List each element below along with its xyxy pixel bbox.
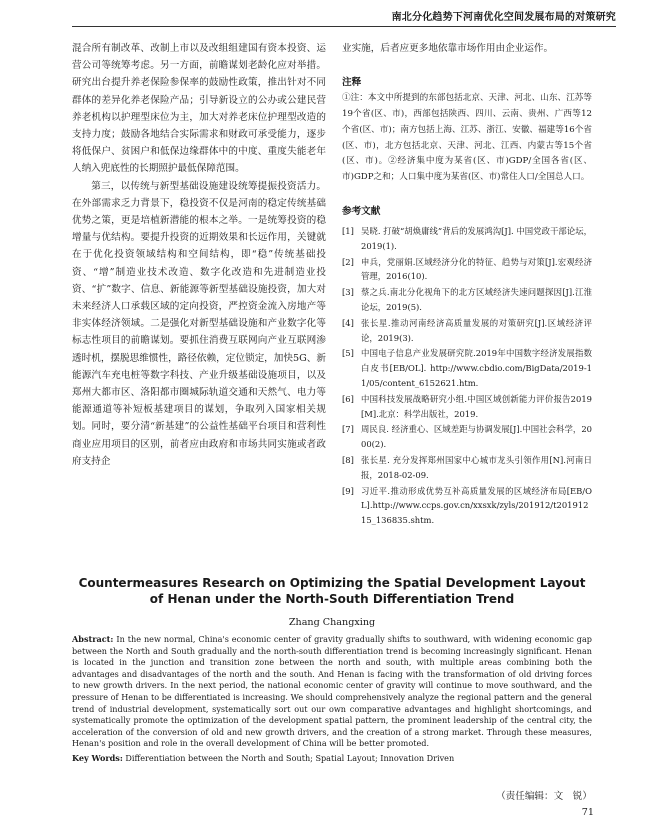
notes-text: ①注：本文中所提到的东部包括北京、天津、河北、山东、江苏等19个省(区、市)，西部包括陕西、四川、云南、贵州、广西等12个省(区、市)；南方包括上海、江苏、浙江、安徽、福建等16个省(区、市)，北方包括北京、天津、河北、江西、内蒙古等15个省(区、市)。②经济集中度为某省(区、市)GDP/全国各省(区、市)GDP之和；人口集中度为某省(区、市)常住人口/全国总人口。 [342,93,592,183]
reference-item [342,484,592,528]
body-paragraph: 第三，以传统与新型基础设施建设统筹提振投资活力。在外部需求乏力背景下，稳投资不仅是河南的稳定传统基础优势之策，更是培植新潜能的根本之举。一是统筹投资的稳增量与优结构。要提升投资的近期效果和长远作用，关键就在于优化投资领域结构和空间结构，即“稳”传统基础投资、“增”制造业技术改造、数字化改造和先进制造业投资、“扩”数字、信息、新能源等新型基础设施投资，加大对未来经济人口承载区域的定向投资，严控资金流入房地产等非实体经济领域。二是强化对新型基础设施和产业数字化等标志性项目的前瞻谋划。要抓住消费互联网向产业互联网渗透时机，摆脱思维惯性，路径依赖，定位锁定，加快5G、新能源汽车充电桩等数字科技、产业升级基础设施项目，以及郑州大都市区、洛阳都市圈城际轨道交通和天然气、电力等能源通道等补短板基建项目的谋划，争取列入国家相关规划。同时，要分清“新基建”的公益性基础平台项目和营利性商业应用项目的区别，前者应由政府和市场共同实施或者政府支持企 [72,180,326,467]
reference-number: [3] [342,287,354,298]
page-number: 71 [581,807,594,818]
body-paragraph-continuation: 业实施，后者应更多地依靠市场作用由企业运作。 [342,43,554,54]
header-rule [72,26,616,27]
left-column [72,40,326,470]
notes-heading: 注释 [342,77,362,89]
english-abstract [72,634,592,750]
reference-number: [9] [342,485,354,496]
reference-item [342,285,592,315]
keywords-label: Key Words: [72,752,123,763]
reference-text: 吴晓. 打破“胡焕庸线”背后的发展鸿沟[J]. 中国党政干部论坛，2019(1). [361,225,592,251]
body-paragraph: 混合所有制改革、改制上市以及改组组建国有资本投资、运营公司等统筹考虑。另一方面，前瞻谋划老龄化应对举措。研究出台提升养老保险参保率的鼓励性政策，推出针对不同群体的差异化养老保险产品；引导新设立的公办或公建民营养老机构以护理型床位为主，加大对养老床位护理型改造的支持力度；鼓励各地结合实际需求和财政可承受能力，逐步将低保户、贫困户和低保边缘群体中的中度、重度失能老年人纳入兜底性的长期照护最低保障范围。 [72,43,326,175]
english-author: Zhang Changxing [288,617,376,628]
reference-number: [2] [342,256,354,267]
references-list [342,224,592,528]
reference-text: 中国科技发展战略研究小组.中国区域创新能力评价报告2019[M].北京：科学出版社，2019. [361,393,592,419]
english-keywords [72,752,592,764]
reference-item [342,346,592,390]
reference-item [342,422,592,452]
reference-item [342,316,592,346]
reference-item [342,255,592,285]
keywords-text: Differentiation between the North and South; Spatial Layout; Innovation Driven [125,752,455,763]
reference-number: [8] [342,454,354,465]
abstract-label: Abstract: [72,634,114,644]
reference-item [342,224,592,254]
reference-item [342,453,592,483]
responsible-editor: （责任编辑：文 锐） [496,791,592,802]
reference-text: 习近平.推动形成优势互补高质量发展的区域经济布局[EB/OL].http://www.ccps.gov.cn/xxsxk/zyls/201912/t20191215_136835.shtm. [361,485,592,526]
english-title: Countermeasures Research on Optimizing the Spatial Development Layout of Henan under the North-South Differentiation Trend [78,576,586,606]
abstract-text: In the new normal, China's economic center of gravity gradually shifts to southward, with widening economic gap between the North and South gradually and the north-south differentiation trend is becoming increasingly significant. Henan is located in the junction and transition zone between the north and south, with multiple areas combining both the advantages and disadvantages of the north and the south. And Henan is facing with the transformation of old driving forces to new growth drivers. In the next period, the national economic center of gravity will continue to move southward, and the pressure of Henan to be differentiated is increasing. We should comprehensively analyze the regional pattern and the general trend of industrial development, systematically sort out our own comparative advantages and highlight shortcomings, and systematically promote the optimization of the development spatial pattern, the prominent leadership of the central city, the acceleration of the conversion of old and new growth drivers, and the creation of a strong market. Through these measures, Henan's position and role in the overall development of China will be better promoted. [72,634,592,749]
running-header-title: 南北分化趋势下河南优化空间发展布局的对策研究 [391,12,616,23]
running-header [0,0,662,30]
reference-text: 申兵，党丽娟.区域经济分化的特征、趋势与对策[J].宏观经济管理，2016(10). [361,256,592,282]
references-heading: 参考文献 [342,205,381,217]
reference-number: [1] [342,225,354,236]
reference-text: 张长星. 充分发挥郑州国家中心城市龙头引领作用[N].河南日报，2018-02-09. [361,454,592,480]
reference-text: 中国电子信息产业发展研究院.2019年中国数字经济发展指数白皮书[EB/OL]. http://www.cbdio.com/BigData/2019-11/05/content_6152621.htm. [361,348,592,388]
reference-text: 张长星.推动河南经济高质量发展的对策研究[J].区域经济评论，2019(3). [361,317,592,343]
reference-item [342,392,592,422]
reference-text: 蔡之兵.南北分化视角下的北方区域经济失速问题探因[J].江淮论坛，2019(5). [361,287,592,312]
reference-number: [7] [342,424,354,435]
reference-number: [4] [342,317,354,328]
reference-number: [5] [342,348,354,359]
right-column [342,40,592,529]
reference-number: [6] [342,393,354,404]
reference-text: 周民良. 经济重心、区域差距与协调发展[J].中国社会科学，2000(2). [361,424,592,450]
english-abstract-block [72,575,592,764]
